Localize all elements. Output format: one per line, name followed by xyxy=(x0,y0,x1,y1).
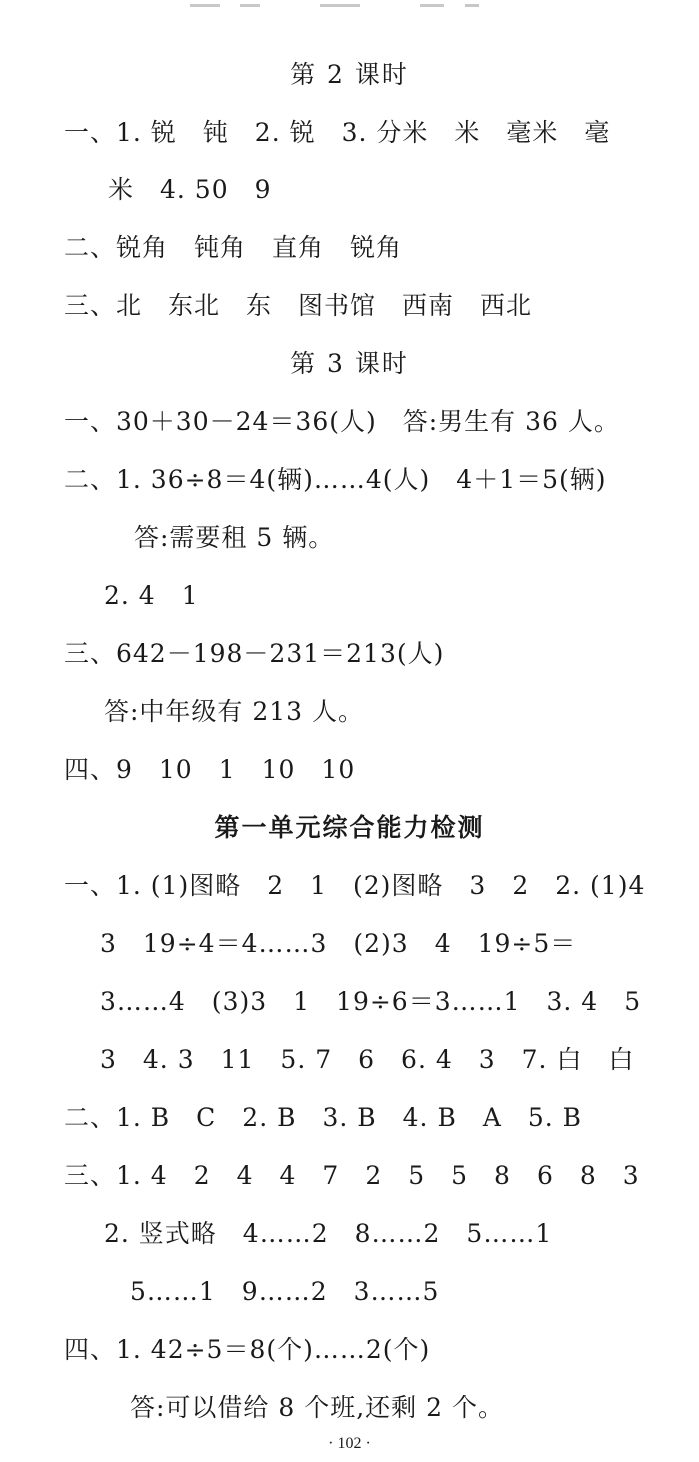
page-number: · 102 · xyxy=(328,1435,371,1452)
answer-line: 二、1. B C 2. B 3. B 4. B A 5. B xyxy=(64,1103,583,1132)
answer-line: 2. 竖式略 4……2 8……2 5……1 xyxy=(104,1219,553,1248)
section-heading-lesson-3: 第 3 课时 xyxy=(290,349,409,378)
answer-line: 四、9 10 1 10 10 xyxy=(64,755,356,784)
answer-line: 一、30＋30－24＝36(人) 答:男生有 36 人。 xyxy=(64,407,620,436)
answer-line: 二、锐角 钝角 直角 锐角 xyxy=(64,233,403,262)
answer-line: 答:可以借给 8 个班,还剩 2 个。 xyxy=(130,1393,504,1422)
answer-line: 3……4 (3)3 1 19÷6＝3……1 3. 4 5 xyxy=(100,987,642,1016)
answer-line: 三、1. 4 2 4 4 7 2 5 5 8 6 8 3 xyxy=(64,1161,640,1190)
answer-line: 答:需要租 5 辆。 xyxy=(134,523,335,552)
answer-line: 米 4. 50 9 xyxy=(108,175,272,204)
answer-line: 3 4. 3 11 5. 7 6 6. 4 3 7. 白 白 xyxy=(100,1045,635,1074)
answer-line: 三、北 东北 东 图书馆 西南 西北 xyxy=(64,291,533,320)
answer-line: 一、1. 锐 钝 2. 锐 3. 分米 米 毫米 毫 xyxy=(64,118,611,147)
answer-line: 5……1 9……2 3……5 xyxy=(130,1277,440,1306)
answer-line: 2. 4 1 xyxy=(104,581,199,610)
section-heading-unit-test: 第一单元综合能力检测 xyxy=(214,813,485,842)
answer-line: 三、642－198－231＝213(人) xyxy=(64,639,445,668)
answer-line: 一、1. (1)图略 2 1 (2)图略 3 2 2. (1)4 xyxy=(64,871,646,900)
section-heading-lesson-2: 第 2 课时 xyxy=(290,60,409,89)
top-edge-remnant xyxy=(0,0,699,12)
answer-line: 四、1. 42÷5＝8(个)……2(个) xyxy=(64,1335,431,1364)
answer-line: 答:中年级有 213 人。 xyxy=(104,697,365,726)
answer-line: 二、1. 36÷8＝4(辆)……4(人) 4＋1＝5(辆) xyxy=(64,465,607,494)
answer-line: 3 19÷4＝4……3 (2)3 4 19÷5＝ xyxy=(100,929,577,958)
